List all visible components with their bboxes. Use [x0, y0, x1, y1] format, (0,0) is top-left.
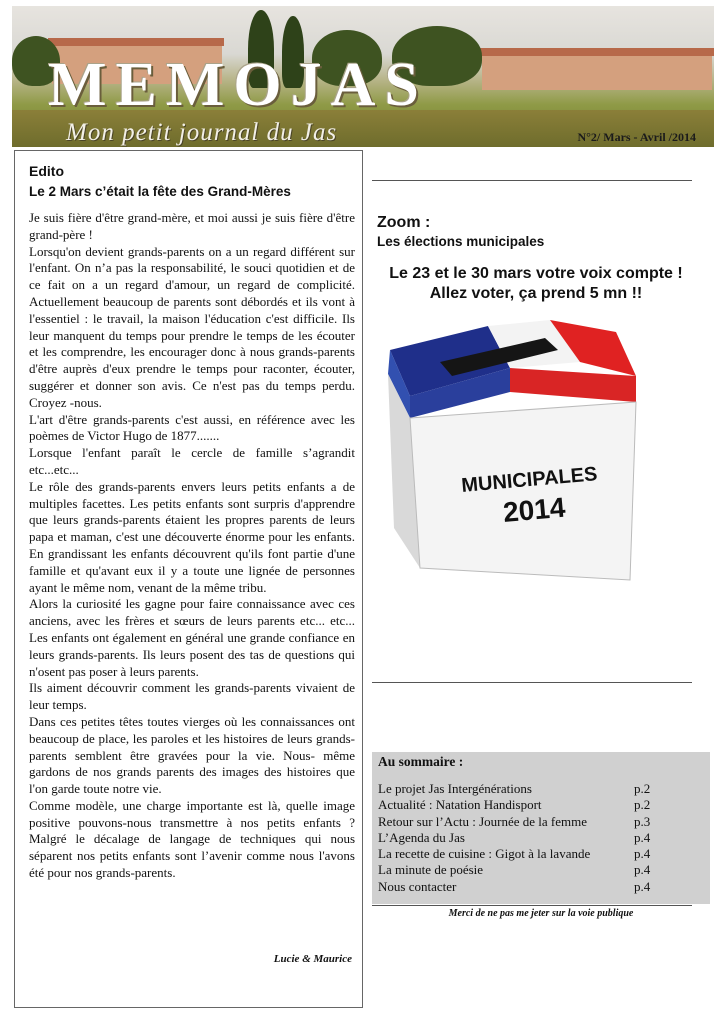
edito-paragraph: Le rôle des grands-parents envers leurs petits enfants a de multiples facettes. Les petits enfants sont surpris d'apprendre que leurs grands-parents étaient les propres parents de leurs papa et maman, c'est une découverte énorme pour les enfants. En grandissant les enfants découvrent qu'ils font partie d'une famille et qu'avant eux il y a toute une lignée de personnes ayant le même nom, venant de la même tribu.: [29, 478, 355, 595]
sommaire-item-label: Actualité : Natation Handisport: [378, 797, 542, 813]
newspaper-subtitle: Mon petit journal du Jas: [66, 119, 338, 146]
sommaire-item-page: p.4: [634, 829, 651, 845]
sommaire-item-page: p.4: [634, 862, 651, 878]
sommaire-item-page: p.4: [634, 846, 651, 862]
sommaire-title: Au sommaire :: [378, 754, 464, 769]
sommaire-box: [372, 752, 710, 904]
ballot-text-year: 2014: [501, 491, 567, 528]
zoom-headline-line: Le 23 et le 30 mars votre voix compte !: [389, 265, 683, 282]
ballot-box-illustration: [380, 318, 648, 588]
zoom-label: Zoom :: [377, 214, 431, 231]
zoom-headline: [372, 264, 700, 304]
edito-paragraph: Lorsque l'enfant paraît le cercle de famille s’agrandit etc...etc...: [29, 445, 355, 477]
sommaire-item-label: Le projet Jas Intergénérations: [378, 781, 532, 796]
edito-paragraph: Comme modèle, une charge importante est là, quelle image positive pouvons-nous transmettre à nos petits enfants ? Malgré le décalage de langage de techniques qui nous séparent nos petits enfants sont l’avenir comme nous l'avons été pour nos grands-parents.: [29, 797, 355, 881]
sommaire-item-label: Retour sur l’Actu : Journée de la femme: [378, 813, 588, 829]
sommaire-item-label: L’Agenda du Jas: [378, 829, 465, 845]
zoom-subtitle: Les élections municipales: [377, 234, 545, 249]
sommaire-item-label: La recette de cuisine : Gigot à la lavande: [378, 846, 591, 862]
edito-paragraph: Ils aiment découvrir comment les grands-parents vivaient de leur temps.: [29, 680, 355, 713]
edito-box: [14, 150, 363, 1008]
ballot-lid-right: [510, 368, 636, 402]
sommaire-item-label: La minute de poésie: [378, 862, 484, 878]
edito-body: [29, 210, 355, 882]
sommaire-item-page: p.2: [634, 781, 651, 796]
sommaire-item: [378, 814, 708, 830]
sommaire-item: [378, 862, 708, 878]
sommaire-item: [378, 846, 708, 862]
building-right: [482, 54, 712, 90]
divider: [372, 905, 692, 906]
issue-number: N°2/ Mars - Avril /2014: [577, 130, 696, 144]
edito-headline: Le 2 Mars c’était la fête des Grand-Mères: [29, 184, 291, 199]
sommaire-item-page: p.4: [634, 878, 651, 894]
sommaire-list: [378, 781, 708, 895]
sommaire-item-page: p.3: [634, 813, 651, 829]
sommaire-item-label: Nous contacter: [378, 878, 457, 894]
edito-paragraph: Lorsqu'on devient grands-parents on a un regard différent sur l'enfant. On n’a pas la responsabilité, le souci quotidien et de ce fait on a un regard d'amour, un regard de complicité. Actuellement beaucoup de parents sont débordés et ils vont à l'essentiel : le travail, la maison l'éducation c'est difficile. Ils leur manquent du temps pour prendre le temps de les écouter et les comprendre, les encourager donc à nous grands-parents d'être auprès d'eux prendre le temps pour raconter, écouter, suggérer et donner son avis. Ce n'est pas du temps perdu. Croyez -nous.: [29, 243, 355, 410]
zoom-headline-line: Allez voter, ça prend 5 mn !!: [429, 285, 643, 302]
footer-note: Merci de ne pas me jeter sur la voie publique: [448, 908, 634, 919]
sommaire-item: [378, 830, 708, 846]
sommaire-item: [378, 781, 708, 797]
divider: [372, 682, 692, 683]
masthead-banner: [12, 6, 714, 147]
sommaire-item-page: p.2: [634, 797, 651, 813]
sommaire-item: [378, 879, 708, 895]
edito-paragraph: L'art d'être grands-parents c'est aussi, en référence avec les poèmes de Victor Hugo de 1877.......: [29, 411, 355, 444]
roof-left: [48, 38, 224, 46]
edito-paragraph: Je suis fière d'être grand-mère, et moi aussi je suis fière d'être grand-père !: [29, 210, 355, 242]
edito-label: Edito: [29, 163, 64, 179]
edito-paragraph: Dans ces petites têtes toutes vierges où les connaissances ont beaucoup de place, les paroles et les histoires de leurs grands-parents semblent être gravées pour la vie. Nous- même gardons de nos grands parents des images des histoires que l'on garde toute notre vie.: [29, 713, 355, 797]
newspaper-title: MEMOJAS: [48, 51, 428, 119]
ballot-text-municipales: MUNICIPALES: [460, 463, 599, 497]
divider: [372, 180, 692, 181]
edito-signature: Lucie & Maurice: [273, 953, 352, 965]
roof-right: [478, 48, 714, 56]
sommaire-item: [378, 797, 708, 813]
edito-paragraph: Alors la curiosité les gagne pour faire connaissance avec ces anciens, avec les frères et sœurs de leurs parents etc... etc... Les enfants ont également en général une grande confiance en leurs grands-parents. Ils leurs posent des tas de questions qui n'osent pas poser à leurs parents.: [29, 596, 355, 679]
